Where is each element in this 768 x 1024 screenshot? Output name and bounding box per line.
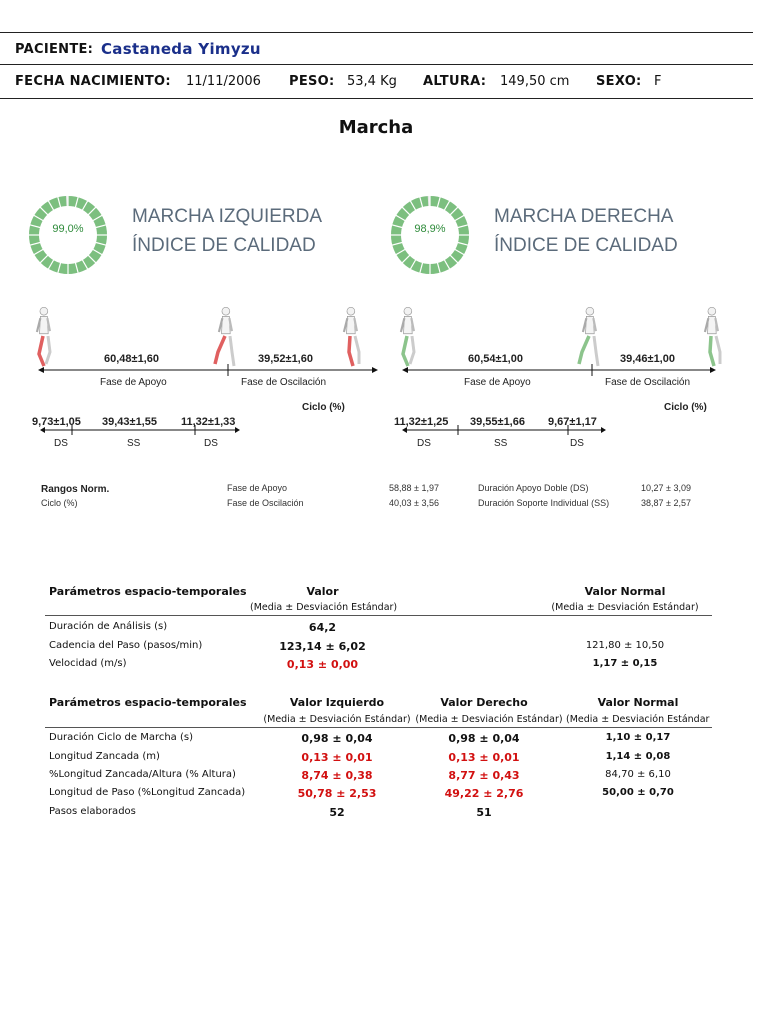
norm-ranges-subtitle: Ciclo (%) xyxy=(41,498,78,508)
table-row-normal: 1,10 ± 0,17 xyxy=(605,732,671,743)
weight-label: PESO: xyxy=(289,74,335,89)
table-row-normal: 84,70 ± 6,10 xyxy=(605,769,671,780)
left-phase-arrow xyxy=(40,425,240,437)
left-ss-value: 39,43±1,55 xyxy=(102,416,157,428)
right-quality-value: 98,9% xyxy=(414,223,446,235)
table1-col-normal: Valor Normal xyxy=(584,585,666,598)
left-ds2-value: 11,32±1,33 xyxy=(181,416,236,428)
right-quality-line2: ÍNDICE DE CALIDAD xyxy=(494,235,678,256)
table1-col-value: Valor xyxy=(306,585,339,598)
table-row-right: 8,77 ± 0,43 xyxy=(448,769,520,782)
height-value: 149,50 cm xyxy=(500,74,570,89)
norm-stance-value: 58,88 ± 1,97 xyxy=(389,483,439,493)
page-title: Marcha xyxy=(338,117,414,138)
table-row-label: Longitud Zancada (m) xyxy=(49,751,160,762)
walker-figure-icon xyxy=(394,306,420,368)
right-cycle-label: Ciclo (%) xyxy=(664,402,707,413)
table-row-normal: 50,00 ± 0,70 xyxy=(602,787,674,798)
walker-figure-icon xyxy=(30,306,56,368)
left-swing-value: 39,52±1,60 xyxy=(258,353,313,365)
header-top-rule xyxy=(0,32,753,33)
left-cycle-label: Ciclo (%) xyxy=(302,402,345,413)
table-row-right: 0,13 ± 0,01 xyxy=(448,751,520,764)
walker-figure-icon xyxy=(698,306,724,368)
table-row-normal: 121,80 ± 10,50 xyxy=(585,640,665,651)
left-stance-label: Fase de Apoyo xyxy=(100,377,167,388)
header-mid-rule xyxy=(0,64,753,65)
table-row-label: Duración de Análisis (s) xyxy=(49,621,168,632)
right-swing-label: Fase de Oscilación xyxy=(605,377,691,388)
right-quality-title xyxy=(494,202,678,260)
right-ss-value: 39,55±1,66 xyxy=(470,416,525,428)
dob-value: 11/11/2006 xyxy=(186,74,261,89)
left-ds1-value: 9,73±1,05 xyxy=(32,416,81,428)
right-ds1-label: DS xyxy=(417,438,431,449)
table-row-label: Longitud de Paso (%Longitud Zancada) xyxy=(49,787,246,798)
table-row-label: Duración Ciclo de Marcha (s) xyxy=(49,732,194,743)
right-cycle-arrow xyxy=(402,364,716,378)
left-quality-value: 99,0% xyxy=(52,223,84,235)
table2-col-right: Valor Derecho xyxy=(440,696,528,709)
table2-col-right-sub: (Media ± Desviación Estándar) xyxy=(415,714,563,725)
right-stance-label: Fase de Apoyo xyxy=(464,377,531,388)
table-row-left: 52 xyxy=(329,806,345,819)
norm-ranges-title: Rangos Norm. xyxy=(41,484,110,495)
sex-value: F xyxy=(654,74,662,89)
right-quality-line1: MARCHA DERECHA xyxy=(494,206,674,227)
table2-col-normal: Valor Normal xyxy=(597,696,679,709)
left-cycle-arrow xyxy=(38,364,378,378)
table-row-label: Velocidad (m/s) xyxy=(49,658,127,669)
header-bottom-rule xyxy=(0,98,753,99)
table2-col-normal-sub: (Media ± Desviación Estándar xyxy=(566,714,710,725)
right-ds1-value: 11,32±1,25 xyxy=(394,416,449,428)
right-quality-ring xyxy=(388,193,472,277)
table-row-left: 0,13 ± 0,01 xyxy=(301,751,373,764)
left-quality-line2: ÍNDICE DE CALIDAD xyxy=(132,235,316,256)
norm-swing-label: Fase de Oscilación xyxy=(227,498,304,508)
norm-ds-value: 10,27 ± 3,09 xyxy=(641,483,691,493)
table-row-normal: 1,17 ± 0,15 xyxy=(592,658,658,669)
table1-col-normal-sub: (Media ± Desviación Estándar) xyxy=(551,602,699,613)
table-row-value: 0,13 ± 0,00 xyxy=(286,658,359,671)
table2-rule xyxy=(45,727,712,728)
table-row-value: 123,14 ± 6,02 xyxy=(279,640,366,653)
right-ss-label: SS xyxy=(494,438,508,449)
table-row-label: %Longitud Zancada/Altura (% Altura) xyxy=(49,769,236,780)
norm-ss-value: 38,87 ± 2,57 xyxy=(641,498,691,508)
table-row-normal: 1,14 ± 0,08 xyxy=(605,751,671,762)
table1-rule xyxy=(45,615,712,616)
table1-header: Parámetros espacio-temporales xyxy=(49,585,247,598)
norm-ds-label: Duración Apoyo Doble (DS) xyxy=(478,483,589,493)
walker-figure-icon xyxy=(337,306,363,368)
walker-figure-icon xyxy=(576,306,602,368)
left-ds2-label: DS xyxy=(204,438,218,449)
table2-col-left: Valor Izquierdo xyxy=(289,696,385,709)
table-row-right: 0,98 ± 0,04 xyxy=(448,732,520,745)
left-gait-diagram xyxy=(0,300,384,460)
table2-col-left-sub: (Media ± Desviación Estándar) xyxy=(263,714,411,725)
left-swing-label: Fase de Oscilación xyxy=(241,377,327,388)
table-row-label: Pasos elaborados xyxy=(49,806,136,817)
right-phase-arrow xyxy=(402,425,606,437)
right-gait-diagram xyxy=(384,300,768,460)
table2-header: Parámetros espacio-temporales xyxy=(49,696,247,709)
right-ds2-value: 9,67±1,17 xyxy=(548,416,597,428)
patient-name: Castaneda Yimyzu xyxy=(101,40,261,58)
walker-figure-icon xyxy=(212,306,238,368)
table1-col-value-sub: (Media ± Desviación Estándar) xyxy=(250,602,398,613)
left-ss-label: SS xyxy=(127,438,141,449)
sex-label: SEXO: xyxy=(596,74,642,89)
table-row-right: 51 xyxy=(476,806,492,819)
left-quality-line1: MARCHA IZQUIERDA xyxy=(132,206,323,227)
norm-swing-value: 40,03 ± 3,56 xyxy=(389,498,439,508)
table-row-value: 64,2 xyxy=(308,621,337,634)
right-swing-value: 39,46±1,00 xyxy=(620,353,675,365)
table-row-label: Cadencia del Paso (pasos/min) xyxy=(49,640,203,651)
norm-stance-label: Fase de Apoyo xyxy=(227,483,288,493)
height-label: ALTURA: xyxy=(423,74,487,89)
right-ds2-label: DS xyxy=(570,438,584,449)
norm-ss-label: Duración Soporte Individual (SS) xyxy=(478,498,610,508)
left-stance-value: 60,48±1,60 xyxy=(104,353,159,365)
table-row-left: 0,98 ± 0,04 xyxy=(301,732,373,745)
dob-label: FECHA NACIMIENTO: xyxy=(15,74,171,89)
left-quality-title xyxy=(132,202,322,260)
left-ds1-label: DS xyxy=(54,438,68,449)
left-quality-ring xyxy=(26,193,110,277)
table-row-left: 50,78 ± 2,53 xyxy=(297,787,377,800)
right-stance-value: 60,54±1,00 xyxy=(468,353,523,365)
table-row-right: 49,22 ± 2,76 xyxy=(444,787,524,800)
table-row-left: 8,74 ± 0,38 xyxy=(301,769,373,782)
weight-value: 53,4 Kg xyxy=(347,74,397,89)
patient-label: PACIENTE: xyxy=(15,42,94,57)
